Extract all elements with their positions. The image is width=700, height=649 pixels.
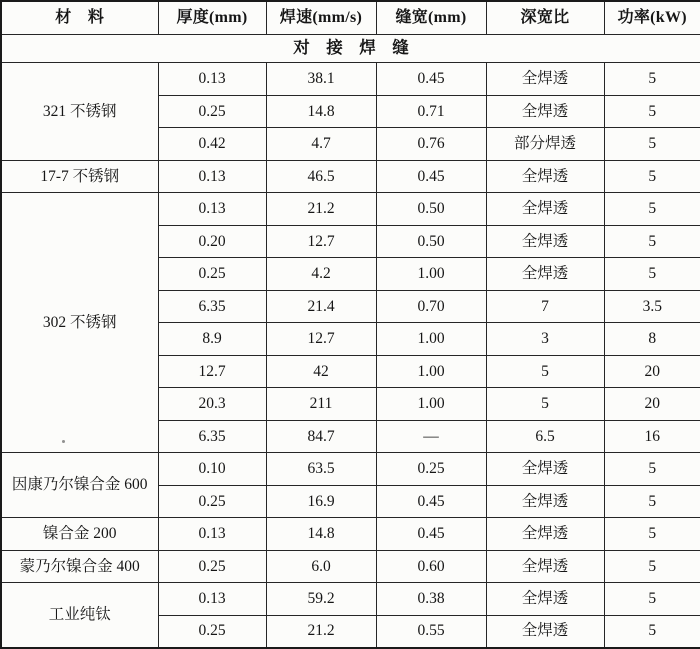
seam-width-cell: 0.38: [376, 583, 486, 616]
seam-width-cell: 0.45: [376, 485, 486, 518]
material-cell: 蒙乃尔镍合金 400: [1, 550, 158, 583]
depth-width-ratio-cell: 3: [486, 323, 604, 356]
weld-speed-cell: 21.4: [266, 290, 376, 323]
thickness-cell: 0.25: [158, 550, 266, 583]
power-cell: 5: [604, 95, 700, 128]
seam-width-cell: 0.76: [376, 128, 486, 161]
material-cell: 因康乃尔镍合金 600: [1, 453, 158, 518]
depth-width-ratio-cell: 全焊透: [486, 225, 604, 258]
weld-speed-cell: 16.9: [266, 485, 376, 518]
thickness-cell: 0.25: [158, 485, 266, 518]
scan-speck-artifact: [62, 440, 65, 443]
depth-width-ratio-column-header: 深宽比: [486, 1, 604, 35]
seam-width-column-header: 缝宽(mm): [376, 1, 486, 35]
depth-width-ratio-cell: 全焊透: [486, 63, 604, 96]
material-cell: 17-7 不锈钢: [1, 160, 158, 193]
table-row: [1, 550, 700, 583]
weld-speed-cell: 211: [266, 388, 376, 421]
thickness-cell: 0.10: [158, 453, 266, 486]
depth-width-ratio-cell: 全焊透: [486, 193, 604, 226]
depth-width-ratio-cell: 全焊透: [486, 453, 604, 486]
thickness-cell: 0.25: [158, 95, 266, 128]
section-row: [1, 35, 700, 63]
weld-speed-cell: 12.7: [266, 225, 376, 258]
power-cell: 5: [604, 583, 700, 616]
weld-speed-cell: 46.5: [266, 160, 376, 193]
depth-width-ratio-cell: 全焊透: [486, 258, 604, 291]
power-cell: 5: [604, 518, 700, 551]
table-row: [1, 193, 700, 226]
weld-speed-cell: 42: [266, 355, 376, 388]
depth-width-ratio-cell: 全焊透: [486, 615, 604, 648]
table-body: [1, 35, 700, 648]
power-cell: 5: [604, 615, 700, 648]
power-cell: 5: [604, 258, 700, 291]
power-cell: 16: [604, 420, 700, 453]
power-cell: 20: [604, 388, 700, 421]
seam-width-cell: 0.45: [376, 63, 486, 96]
material-cell: 镍合金 200: [1, 518, 158, 551]
depth-width-ratio-cell: 全焊透: [486, 160, 604, 193]
weld-speed-cell: 21.2: [266, 615, 376, 648]
weld-speed-cell: 38.1: [266, 63, 376, 96]
material-cell: 302 不锈钢: [1, 193, 158, 453]
seam-width-cell: 1.00: [376, 258, 486, 291]
thickness-cell: 0.20: [158, 225, 266, 258]
weld-speed-cell: 14.8: [266, 95, 376, 128]
thickness-cell: 0.13: [158, 160, 266, 193]
seam-width-cell: 0.55: [376, 615, 486, 648]
power-cell: 5: [604, 225, 700, 258]
power-cell: 5: [604, 128, 700, 161]
depth-width-ratio-cell: 部分焊透: [486, 128, 604, 161]
weld-speed-cell: 4.2: [266, 258, 376, 291]
table-row: [1, 518, 700, 551]
power-column-header: 功率(kW): [604, 1, 700, 35]
depth-width-ratio-cell: 全焊透: [486, 95, 604, 128]
material-column-header: 材 料: [1, 1, 158, 35]
thickness-cell: 0.13: [158, 193, 266, 226]
thickness-cell: 12.7: [158, 355, 266, 388]
depth-width-ratio-cell: 6.5: [486, 420, 604, 453]
table-row: [1, 160, 700, 193]
thickness-cell: 0.25: [158, 615, 266, 648]
thickness-cell: 0.13: [158, 518, 266, 551]
seam-width-cell: 1.00: [376, 355, 486, 388]
weld-speed-cell: 84.7: [266, 420, 376, 453]
power-cell: 5: [604, 193, 700, 226]
thickness-cell: 8.9: [158, 323, 266, 356]
power-cell: 5: [604, 550, 700, 583]
depth-width-ratio-cell: 全焊透: [486, 485, 604, 518]
power-cell: 5: [604, 485, 700, 518]
weld-speed-cell: 21.2: [266, 193, 376, 226]
weld-speed-cell: 59.2: [266, 583, 376, 616]
weld-speed-cell: 63.5: [266, 453, 376, 486]
seam-width-cell: 0.71: [376, 95, 486, 128]
weld-speed-cell: 14.8: [266, 518, 376, 551]
thickness-cell: 0.13: [158, 583, 266, 616]
section-header-butt-weld: 对 接 焊 缝: [1, 35, 700, 63]
depth-width-ratio-cell: 全焊透: [486, 583, 604, 616]
table-row: [1, 453, 700, 486]
power-cell: 5: [604, 453, 700, 486]
weld-speed-cell: 6.0: [266, 550, 376, 583]
seam-width-cell: 1.00: [376, 323, 486, 356]
seam-width-cell: 0.50: [376, 193, 486, 226]
power-cell: 20: [604, 355, 700, 388]
depth-width-ratio-cell: 7: [486, 290, 604, 323]
seam-width-cell: 0.45: [376, 518, 486, 551]
thickness-cell: 0.13: [158, 63, 266, 96]
material-cell: 321 不锈钢: [1, 63, 158, 161]
seam-width-cell: 0.50: [376, 225, 486, 258]
seam-width-cell: 0.45: [376, 160, 486, 193]
depth-width-ratio-cell: 全焊透: [486, 550, 604, 583]
material-cell: 工业纯钛: [1, 583, 158, 648]
power-cell: 3.5: [604, 290, 700, 323]
depth-width-ratio-cell: 全焊透: [486, 518, 604, 551]
power-cell: 5: [604, 160, 700, 193]
seam-width-cell: 0.60: [376, 550, 486, 583]
seam-width-cell: 0.25: [376, 453, 486, 486]
weld-speed-column-header: 焊速(mm/s): [266, 1, 376, 35]
power-cell: 8: [604, 323, 700, 356]
table-row: [1, 63, 700, 96]
thickness-cell: 6.35: [158, 290, 266, 323]
thickness-cell: 0.25: [158, 258, 266, 291]
table-row: [1, 583, 700, 616]
thickness-column-header: 厚度(mm): [158, 1, 266, 35]
thickness-cell: 0.42: [158, 128, 266, 161]
weld-speed-cell: 12.7: [266, 323, 376, 356]
weld-speed-cell: 4.7: [266, 128, 376, 161]
power-cell: 5: [604, 63, 700, 96]
seam-width-cell: 1.00: [376, 388, 486, 421]
seam-width-cell: 0.70: [376, 290, 486, 323]
header-row: [1, 1, 700, 35]
depth-width-ratio-cell: 5: [486, 388, 604, 421]
thickness-cell: 6.35: [158, 420, 266, 453]
seam-width-cell: —: [376, 420, 486, 453]
thickness-cell: 20.3: [158, 388, 266, 421]
depth-width-ratio-cell: 5: [486, 355, 604, 388]
